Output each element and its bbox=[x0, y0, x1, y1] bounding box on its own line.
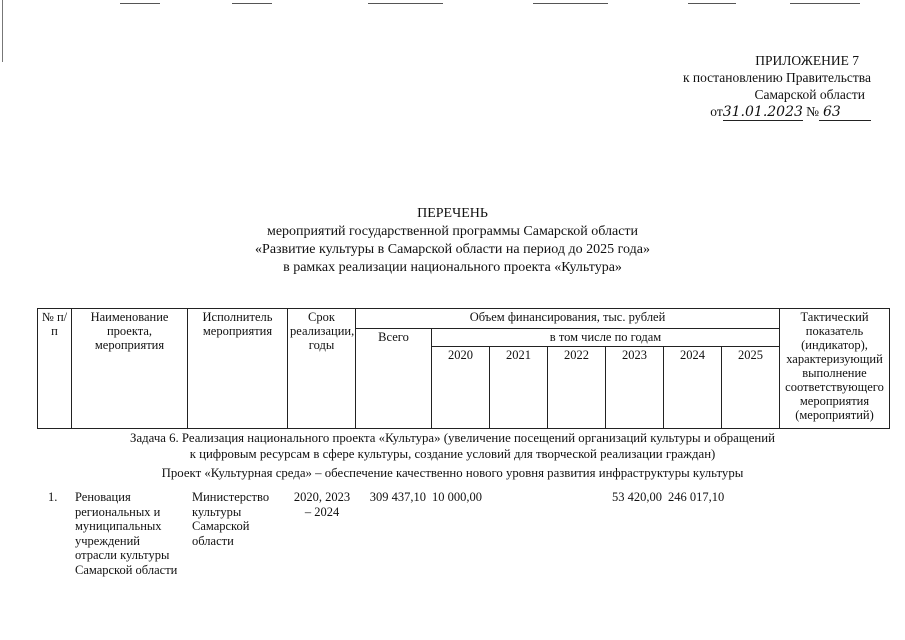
col-num-header: № п/п bbox=[38, 309, 72, 429]
handwritten-date: 31.01.2023 bbox=[722, 104, 803, 120]
row-total: 309 437,10 bbox=[369, 490, 426, 504]
col-funding-header: Объем финансирования, тыс. рублей bbox=[356, 309, 780, 329]
scan-edge-line bbox=[790, 3, 860, 4]
row-period: 2020, 2023 – 2024 bbox=[293, 490, 351, 519]
appendix-title: ПРИЛОЖЕНИЕ 7 bbox=[755, 53, 859, 68]
appendix-decree: к постановлению Правительства bbox=[682, 70, 871, 85]
col-total-header: Всего bbox=[356, 329, 432, 429]
number-label: № bbox=[806, 104, 819, 119]
row-2024: 246 017,10 bbox=[668, 490, 725, 504]
title-line-2: мероприятий государственной программы Самарской области bbox=[266, 224, 639, 239]
col-indicator-header: Тактический показатель (индикатор), характеризующий выполнение соответствующего мероприятия (мероприятий) bbox=[780, 309, 890, 429]
handwritten-number: 63 bbox=[819, 105, 871, 121]
scan-edge-line bbox=[688, 3, 736, 4]
header-table bbox=[37, 308, 890, 429]
appendix-block bbox=[683, 52, 871, 121]
scan-edge-line bbox=[120, 3, 160, 4]
appendix-date-number bbox=[683, 103, 871, 121]
year-2024-header: 2024 bbox=[664, 347, 722, 429]
col-name-header: Наименование проекта, мероприятия bbox=[72, 309, 188, 429]
col-executor-header: Исполнитель мероприятия bbox=[188, 309, 288, 429]
row-executor: Министерство культуры Самарской области bbox=[192, 490, 270, 548]
year-2022-header: 2022 bbox=[548, 347, 606, 429]
scan-edge-line bbox=[2, 0, 3, 62]
appendix-region: Самарской области bbox=[754, 87, 865, 102]
year-2021-header: 2021 bbox=[490, 347, 548, 429]
task-line-2: к цифровым ресурсам в сфере культуры, создание условий для творческой реализации граждан) bbox=[189, 447, 716, 461]
title-line-3: «Развитие культуры в Самарской области на период до 2025 года» bbox=[255, 242, 650, 257]
title-heading: ПЕРЕЧЕНЬ bbox=[417, 206, 488, 221]
scan-edge-line bbox=[533, 3, 608, 4]
task-heading bbox=[0, 430, 905, 462]
title-line-4: в рамках реализации национального проекта «Культура» bbox=[283, 260, 622, 275]
row-num: 1. bbox=[48, 490, 58, 504]
row-2023: 53 420,00 bbox=[612, 490, 662, 504]
project-heading: Проект «Культурная среда» – обеспечение качественно нового уровня развития инфраструктуры культуры bbox=[161, 466, 744, 480]
year-2020-header: 2020 bbox=[432, 347, 490, 429]
from-label: от bbox=[710, 104, 723, 119]
col-by-years-header: в том числе по годам bbox=[432, 329, 780, 347]
row-name: Реновация региональных и муниципальных учреждений отрасли культуры Самарской области bbox=[75, 490, 178, 577]
year-2025-header: 2025 bbox=[722, 347, 780, 429]
year-2023-header: 2023 bbox=[606, 347, 664, 429]
row-2020: 10 000,00 bbox=[432, 490, 482, 504]
scan-edge-line bbox=[368, 3, 443, 4]
document-title bbox=[0, 205, 905, 277]
col-period-header: Срок реализации, годы bbox=[288, 309, 356, 429]
task-line-1: Задача 6. Реализация национального проекта «Культура» (увеличение посещений организаций культуры и обращений bbox=[130, 431, 775, 445]
scan-edge-line bbox=[232, 3, 272, 4]
